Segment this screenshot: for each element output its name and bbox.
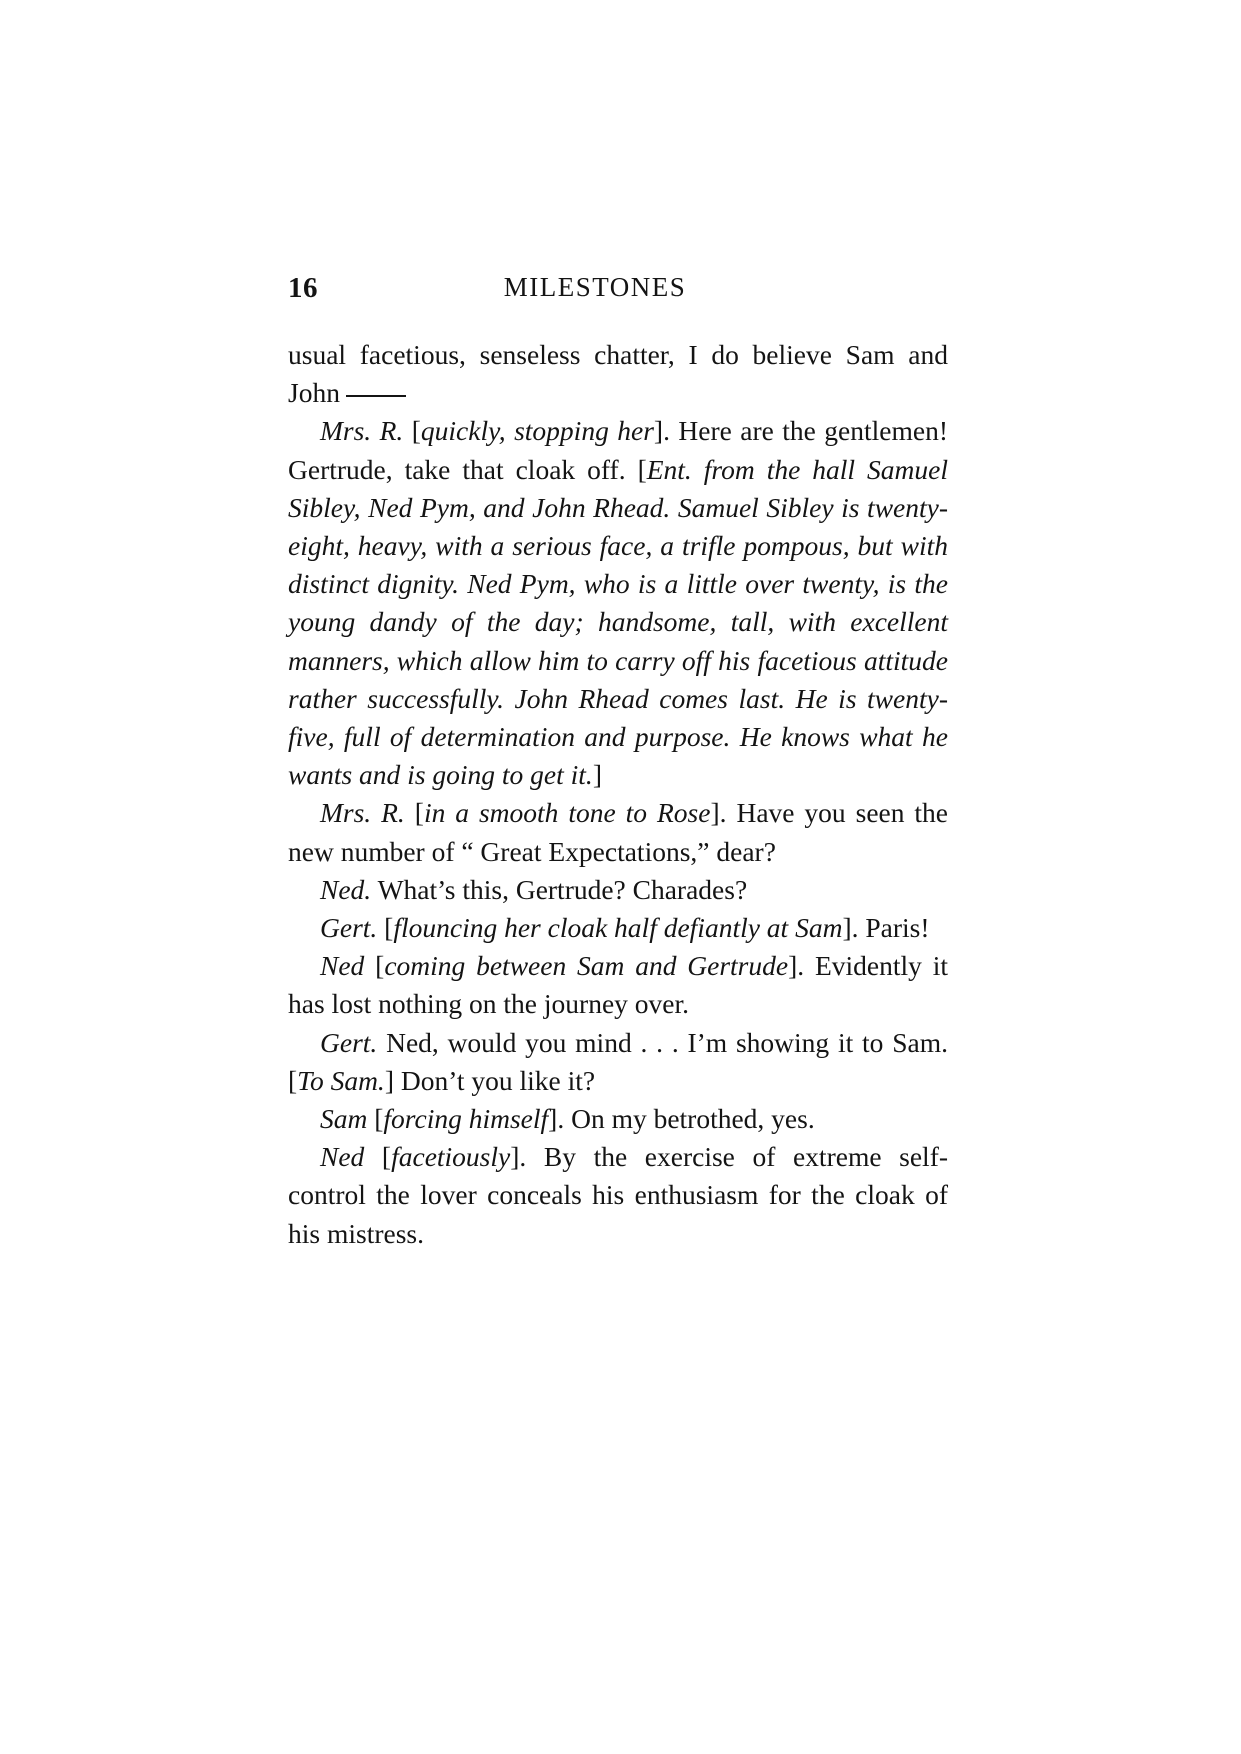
bracket-close: ]. — [653, 415, 670, 447]
speaker-name: Ned. — [320, 873, 372, 905]
speech-gert-2 — [288, 1024, 948, 1100]
bracket-open: [ — [414, 797, 424, 829]
bracket-open: [ — [384, 912, 394, 944]
speech-text: Ned, would you mind . . . I’m showing it to Sam. — [386, 1026, 948, 1058]
bracket-close: ]. — [548, 1103, 565, 1135]
speaker-name: Ned — [320, 1141, 365, 1173]
stage-direction: facetiously — [391, 1141, 511, 1173]
bracket-close: ]. — [788, 950, 805, 982]
speech-text: What’s this, Gertrude? Charades? — [377, 873, 748, 905]
paragraph-text: usual facetious, senseless chatter, I do believe Sam and John — [288, 339, 948, 409]
running-head — [288, 272, 948, 312]
bracket-close: ] — [384, 1064, 394, 1096]
speech-ned-1 — [288, 871, 948, 909]
speech-text: Here are the gentlemen! Gertrude, take that cloak off. — [288, 415, 948, 485]
stage-direction: in a smooth tone to Rose — [423, 797, 711, 829]
stage-direction: flouncing her cloak half defiantly at Sam — [393, 912, 843, 944]
stage-direction: quickly, stopping her — [420, 415, 654, 447]
speaker-name: Gert. — [320, 1026, 378, 1058]
stage-direction: coming between Sam and Gertrude — [384, 950, 789, 982]
speech-text: On my betrothed, yes. — [571, 1103, 815, 1135]
bracket-open: [ — [381, 1141, 392, 1173]
speech-sam-1 — [288, 1100, 948, 1138]
speaker-name: Mrs. R. — [320, 415, 404, 447]
bracket-close: ] — [592, 759, 602, 791]
speech-text: By the exercise of extreme self-control the lover conceals his enthusiasm for the cloak of his mistress. — [288, 1141, 949, 1249]
stage-direction: forcing himself — [383, 1103, 549, 1135]
speech-ned-3 — [288, 1138, 948, 1253]
bracket-open: [ — [375, 950, 385, 982]
bracket-open: [ — [374, 1103, 384, 1135]
bracket-close: ]. — [510, 1141, 527, 1173]
body-text — [288, 336, 948, 1253]
stage-direction-entrance: Ent. from the hall Samuel Sibley, Ned Pym, and John Rhead. Samuel Sibley is twenty-eight, heavy, with a serious face, a trifle pompous, but with distinct dignity. Ned Pym, who is a little over twenty, is the young dandy of the day; handsome, tall, with excellent manners, which allow him to carry off his facetious attitude rather successfully. John Rhead comes last. He is twenty-five, full of determination and purpose. He knows what he wants and is going to get it. — [288, 453, 948, 791]
speech-text: Have you seen the new number of “ Great Expectations,” dear? — [288, 797, 949, 867]
speech-text: Paris! — [865, 912, 930, 944]
em-dash-rule — [346, 395, 406, 397]
bracket-close: ]. — [842, 912, 859, 944]
speaker-name: Gert. — [320, 912, 378, 944]
page-number: 16 — [288, 272, 318, 304]
bracket-open: [ — [637, 453, 647, 485]
speaker-name: Mrs. R. — [320, 797, 405, 829]
speech-ned-2 — [288, 947, 948, 1023]
bracket-close: ]. — [710, 797, 727, 829]
speaker-name: Ned — [320, 950, 365, 982]
speech-mrs-r-1 — [288, 412, 948, 794]
bracket-open: [ — [411, 415, 421, 447]
speech-gert-1 — [288, 909, 948, 947]
stage-direction: To Sam. — [297, 1064, 385, 1096]
speech-text: Evidently it has lost nothing on the journey over. — [288, 950, 948, 1020]
running-title: MILESTONES — [503, 272, 687, 302]
bracket-open: [ — [288, 1064, 298, 1096]
paragraph-continuation — [288, 336, 948, 412]
speech-text: Don’t you like it? — [400, 1064, 596, 1096]
speech-mrs-r-2 — [288, 794, 948, 870]
speaker-name: Sam — [320, 1103, 368, 1135]
